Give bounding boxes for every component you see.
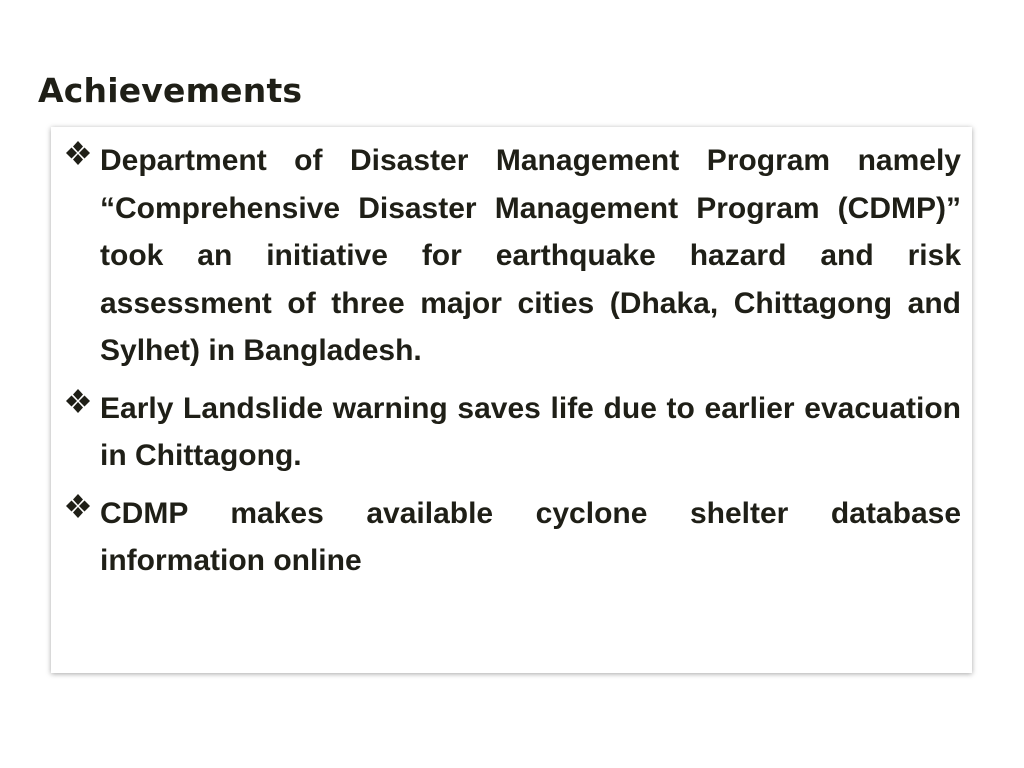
bullet-item: [64, 385, 961, 480]
slide-title: Achievements: [38, 71, 303, 110]
four-diamond-bullet-icon: [64, 139, 92, 167]
four-diamond-bullet-icon: [64, 387, 92, 415]
bullet-text: CDMP makes available cyclone shelter database information online: [100, 496, 961, 577]
content-box: [51, 127, 972, 673]
bullet-text: Department of Disaster Management Program namely “Comprehensive Disaster Management Program (CDMP)” took an initiative for earthquake hazard and risk assessment of three major cities (Dhaka, Chittagong and Sylhet) in Bangladesh.: [100, 144, 961, 367]
bullet-list: [64, 137, 961, 595]
four-diamond-bullet-icon: [64, 492, 92, 520]
bullet-item: [64, 137, 961, 375]
bullet-item: [64, 490, 961, 585]
bullet-text: Early Landslide warning saves life due to earlier evacuation in Chittagong.: [100, 391, 961, 472]
